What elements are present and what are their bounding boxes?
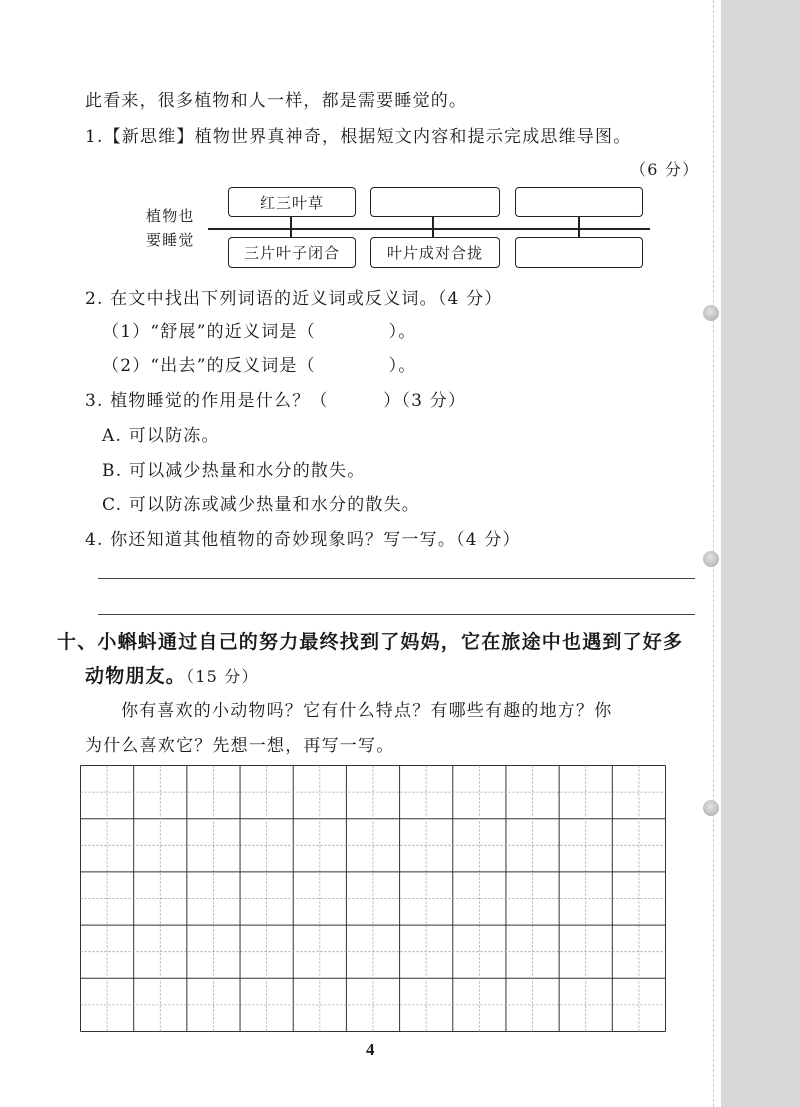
writing-grid[interactable] <box>80 765 666 1032</box>
question-2: 2. 在文中找出下列词语的近义词或反义词。（4 分） <box>85 289 503 309</box>
section-10-title: 十、小蝌蚪通过自己的努力最终找到了妈妈，它在旅途中也遇到了好多 <box>57 631 684 653</box>
passage-text: 此看来，很多植物和人一样，都是需要睡觉的。 <box>85 91 468 111</box>
page-margin-strip <box>721 0 800 1107</box>
section-10-title-line2 <box>85 661 259 688</box>
writing-prompt: 为什么喜欢它？先想一想，再写一写。 <box>85 736 395 756</box>
question-2-sub[interactable]: （1）“舒展”的近义词是（ ）。 <box>102 322 417 342</box>
mindmap-box-bottom: 三片叶子闭合 <box>228 237 356 268</box>
mindmap-answer-box[interactable] <box>515 187 643 217</box>
page-number: 4 <box>366 1040 375 1059</box>
section-10-score: （15 分） <box>186 667 259 686</box>
question-1: 1.【新思维】植物世界真神奇，根据短文内容和提示完成思维导图。 <box>85 127 632 147</box>
option-c: C. 可以防冻或减少热量和水分的散失。 <box>102 495 421 515</box>
answer-line[interactable] <box>98 614 695 615</box>
punch-hole-icon <box>703 800 719 816</box>
mindmap-center-label: 要睡觉 <box>146 231 195 249</box>
question-2-sub[interactable]: （2）“出去”的反义词是（ ）。 <box>102 356 417 376</box>
question-3[interactable]: 3. 植物睡觉的作用是什么？（ ）（3 分） <box>85 391 467 411</box>
question-1-score: （6 分） <box>630 160 700 179</box>
option-a: A. 可以防冻。 <box>102 426 220 446</box>
mindmap-connector <box>290 216 292 238</box>
question-4: 4. 你还知道其他植物的奇妙现象吗？写一写。（4 分） <box>85 530 521 550</box>
mindmap-box-top: 红三叶草 <box>228 187 356 217</box>
mindmap-connector <box>578 216 580 238</box>
punch-hole-icon <box>703 305 719 321</box>
mindmap-connector <box>432 216 434 238</box>
mindmap-box-bottom: 叶片成对合拢 <box>370 237 500 268</box>
mindmap-axis <box>208 228 650 230</box>
mindmap-center-label: 植物也 <box>146 207 195 225</box>
mindmap-answer-box[interactable] <box>370 187 500 217</box>
option-b: B. 可以减少热量和水分的散失。 <box>102 461 366 481</box>
punch-hole-icon <box>703 551 719 567</box>
section-10-title-cont: 动物朋友。 <box>85 665 187 687</box>
mindmap-answer-box[interactable] <box>515 237 643 268</box>
writing-prompt: 你有喜欢的小动物吗？它有什么特点？有哪些有趣的地方？你 <box>121 701 613 721</box>
answer-line[interactable] <box>98 578 695 579</box>
